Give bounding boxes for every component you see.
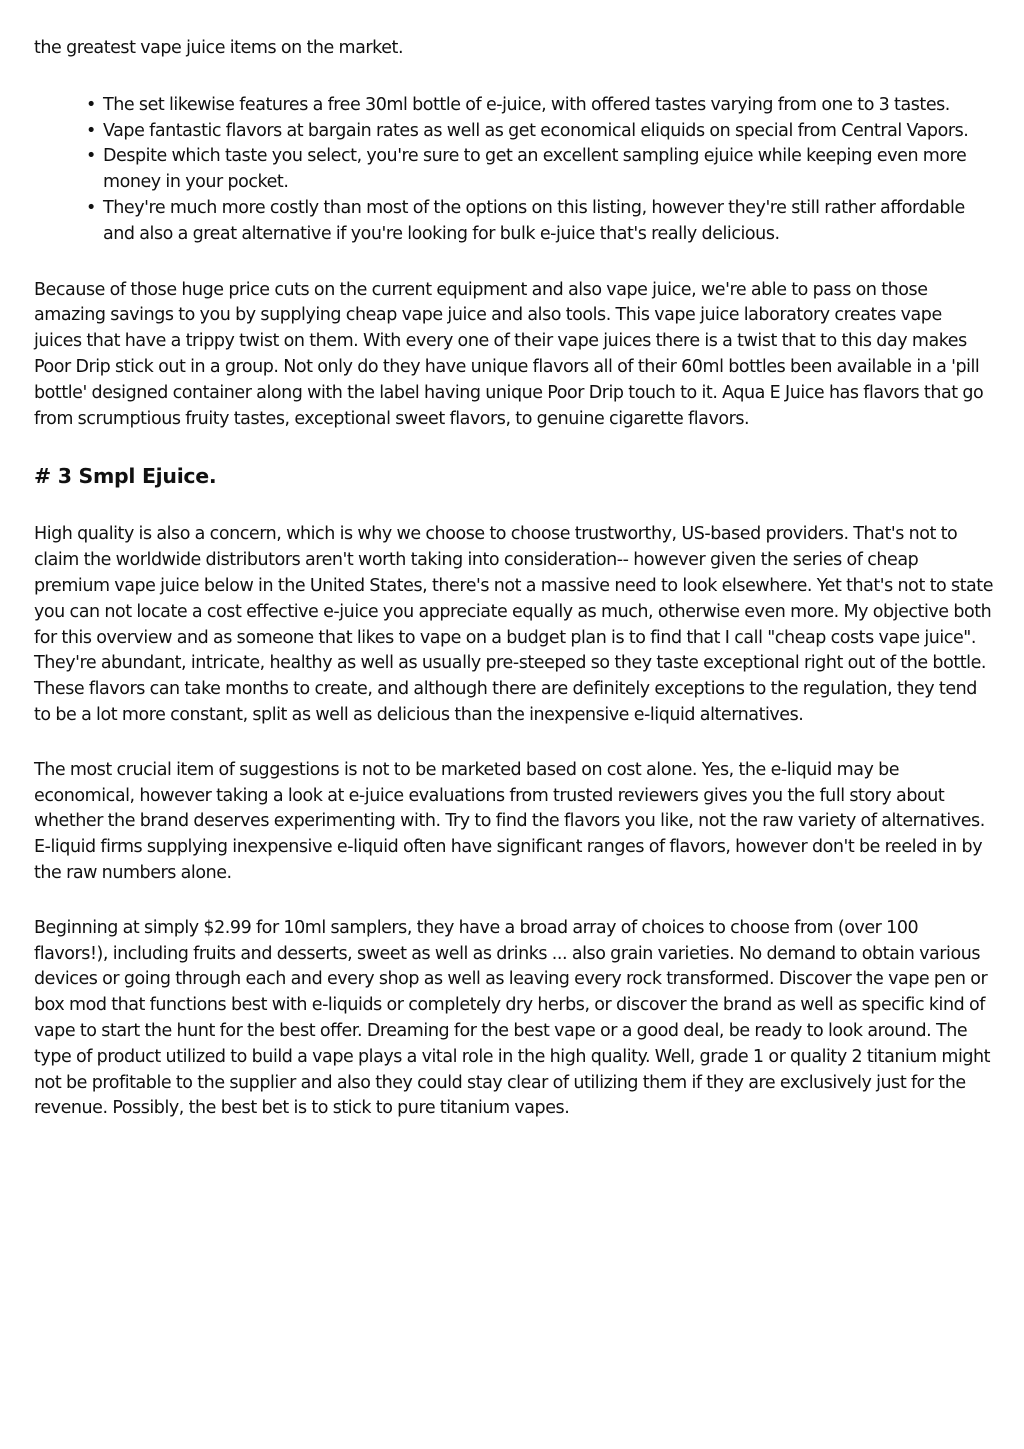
list-item bbox=[86, 93, 983, 119]
list-item bbox=[86, 196, 983, 248]
list-item-text: Vape fantastic flavors at bargain rates as well as get economical eliquids on special from Central Vapors. bbox=[103, 120, 969, 141]
list-item-text: The set likewise features a free 30ml bottle of e-juice, with offered tastes varying from one to 3 tastes. bbox=[103, 94, 950, 115]
section-heading: # 3 Smpl Ejuice. bbox=[34, 464, 217, 489]
paragraph-price-cuts: Because of those huge price cuts on the current equipment and also vape juice, we're able to pass on those amazing savings to you by supplying cheap vape juice and also tools. This vape juice laboratory creates vape juices that have a trippy twist on them. With every one of their vape juices there is a twist that to this day makes Poor Drip stick out in a group. Not only do they have unique flavors all of their 60ml bottles been available in a 'pill bottle' designed container along with the label having unique Poor Drip touch to it. Aqua E Juice has flavors that go from scrumptious fruity tastes, exceptional sweet flavors, to genuine cigarette flavors. bbox=[34, 279, 984, 429]
bullet-icon: • bbox=[86, 197, 96, 218]
feature-bullet-list bbox=[34, 93, 990, 248]
bullet-icon: • bbox=[86, 146, 96, 167]
paragraph-high-quality: High quality is also a concern, which is why we choose to choose trustworthy, US-based providers. That's not to claim the worldwide distributors aren't worth taking into consideration-- however given the series of cheap premium vape juice below in the United States, there's not a massive need to look elsewhere. Yet that's not to state you can not locate a cost effective e-juice you appreciate equally as much, otherwise even more. My objective both for this overview and as someone that likes to vape on a budget plan is to find that I call "cheap costs vape juice". They're abundant, intricate, healthy as well as usually pre-steeped so they taste exceptional right out of the bottle. These flavors can take months to create, and although there are definitely exceptions to the regulation, they tend to be a lot more constant, split as well as delicious than the inexpensive e-liquid alternatives. bbox=[34, 524, 994, 725]
bullet-icon: • bbox=[86, 94, 96, 115]
intro-text: the greatest vape juice items on the market. bbox=[34, 38, 404, 58]
list-item bbox=[86, 144, 983, 196]
list-item bbox=[86, 119, 983, 145]
paragraph-samplers: Beginning at simply $2.99 for 10ml samplers, they have a broad array of choices to choose from (over 100 flavors!), including fruits and desserts, sweet as well as drinks ... also grain varieties. No demand to obtain various devices or going through each and every shop as well as leaving every rock transformed. Discover the vape pen or box mod that functions best with e-liquids or completely dry herbs, or discover the brand as well as specific kind of vape to start the hunt for the best offer. Dreaming for the best vape or a good deal, be ready to look around. The type of product utilized to build a vape plays a vital role in the high quality. Well, grade 1 or quality 2 titanium might not be profitable to the supplier and also they could stay clear of utilizing them if they are exclusively just for the revenue. Possibly, the best bet is to stick to pure titanium vapes. bbox=[34, 917, 991, 1119]
bullet-icon: • bbox=[86, 120, 96, 141]
list-item-text: Despite which taste you select, you're sure to get an excellent sampling ejuice while keeping even more money in your pocket. bbox=[103, 146, 967, 193]
paragraph-suggestions: The most crucial item of suggestions is not to be marketed based on cost alone. Yes, the e-liquid may be economical, however taking a look at e-juice evaluations from trusted reviewers gives you the full story about whether the brand deserves experimenting with. Try to find the flavors you like, not the raw variety of alternatives. E-liquid firms supplying inexpensive e-liquid often have significant ranges of flavors, however don't be reeled in by the raw numbers alone. bbox=[34, 759, 985, 883]
list-item-text: They're much more costly than most of the options on this listing, however they're still rather affordable and also a great alternative if you're looking for bulk e-juice that's really delicious. bbox=[103, 197, 965, 244]
